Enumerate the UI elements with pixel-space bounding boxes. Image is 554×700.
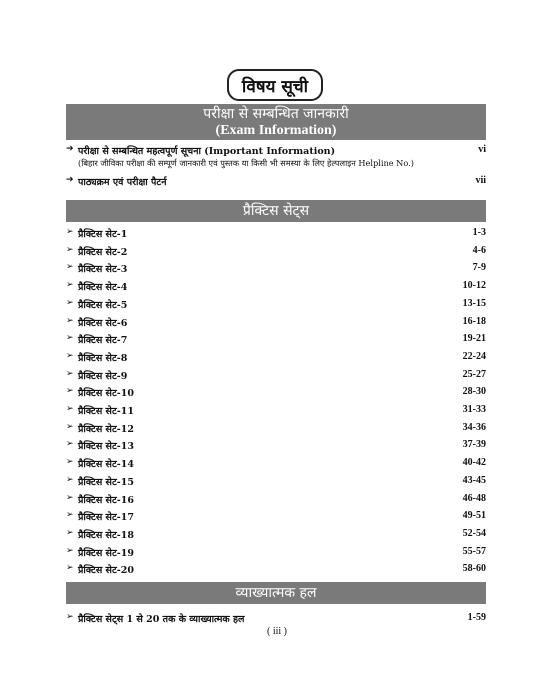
toc-label: प्रैक्टिस सेट-19: [78, 547, 134, 559]
toc-pages: vii: [475, 175, 486, 186]
toc-label: प्रैक्टिस सेट-7: [78, 335, 128, 347]
toc-row-practice-set[interactable]: [66, 545, 486, 562]
toc-row-practice-set[interactable]: [66, 527, 486, 544]
arrow-icon: ➢: [66, 315, 74, 326]
toc-pages: 10-12: [462, 280, 486, 292]
toc-label: प्रैक्टिस सेट-6: [78, 317, 128, 329]
arrow-icon: ➢: [66, 527, 74, 538]
toc-label: प्रैक्टिस सेट-1: [78, 229, 128, 240]
toc-pages: 19-21: [462, 333, 486, 345]
toc-label: प्रैक्टिस सेट-11: [78, 406, 134, 417]
toc-row-practice-set[interactable]: [66, 350, 486, 367]
arrow-icon: ➢: [66, 404, 74, 414]
section-header-practice-sets: प्रैक्टिस सेट्स: [66, 200, 486, 222]
toc-label: प्रैक्टिस सेट-16: [78, 494, 134, 506]
toc-row-syllabus[interactable]: [66, 175, 486, 191]
toc-row-practice-set[interactable]: [66, 280, 486, 296]
toc-label: प्रैक्टिस सेट-18: [78, 529, 134, 541]
toc-pages: 43-45: [462, 474, 486, 486]
toc-pages: 1-3: [472, 227, 486, 238]
toc-label: प्रैक्टिस सेट-14: [78, 459, 134, 471]
toc-row-subtitle: (बिहार जीविका परीक्षा की सम्पूर्ण जानकारी एवं पुस्तक या किसी भी समस्या के लिए हेल्पलाइन Helpline No.): [78, 158, 414, 168]
arrow-icon: ➢: [66, 474, 74, 485]
arrow-icon: ➢: [66, 545, 74, 556]
toc-label: प्रैक्टिस सेट-17: [78, 512, 134, 524]
toc-label: प्रैक्टिस सेट-2: [78, 246, 128, 258]
arrow-icon: ➢: [66, 227, 74, 237]
toc-label: प्रैक्टिस सेट्स 1 से 20 तक के व्याख्यात्मक हल: [78, 614, 245, 625]
toc-label: प्रैक्टिस सेट-3: [78, 264, 128, 276]
toc-label: प्रैक्टिस सेट-9: [78, 370, 128, 382]
toc-row-practice-set[interactable]: [66, 297, 486, 314]
toc-pages: 16-18: [462, 315, 486, 327]
toc-pages: 46-48: [462, 492, 486, 504]
toc-row-practice-set[interactable]: [66, 474, 486, 491]
toc-label: प्रैक्टिस सेट-8: [78, 352, 128, 364]
arrow-icon: ➢: [66, 297, 74, 308]
section-heading-hindi: परीक्षा से सम्बन्धित जानकारी: [203, 106, 349, 122]
arrow-icon: ➢: [66, 612, 74, 622]
arrow-icon: ➢: [66, 280, 74, 291]
toc-label: प्रैक्टिस सेट-5: [78, 299, 128, 311]
toc-row-practice-set[interactable]: [66, 439, 486, 455]
toc-row-practice-set[interactable]: [66, 492, 486, 509]
arrow-icon: ➢: [66, 262, 74, 273]
toc-pages: 7-9: [472, 262, 486, 274]
toc-pages: vi: [478, 144, 486, 155]
section-header-exam-information: [66, 104, 486, 140]
arrow-icon: ➢: [66, 439, 74, 450]
page-title: विषय सूची: [227, 69, 323, 101]
toc-pages: 37-39: [462, 439, 486, 451]
toc-row-practice-set[interactable]: [66, 457, 486, 473]
toc-row-practice-set[interactable]: [66, 563, 486, 579]
toc-label: प्रैक्टिस सेट-10: [78, 388, 134, 400]
toc-label: प्रैक्टिस सेट-20: [78, 565, 134, 577]
toc-pages: 52-54: [462, 527, 486, 539]
arrow-icon: ➢: [66, 492, 74, 503]
toc-pages: 4-6: [472, 244, 486, 256]
arrow-icon: ➢: [66, 368, 74, 379]
arrow-icon: ➢: [66, 386, 74, 397]
toc-row-practice-set[interactable]: [66, 315, 486, 332]
arrow-icon: ➢: [66, 421, 74, 432]
toc-pages: 13-15: [462, 297, 486, 309]
toc-row-practice-set[interactable]: [66, 421, 486, 438]
arrow-icon: ➢: [66, 350, 74, 361]
toc-row-practice-set[interactable]: [66, 227, 486, 243]
toc-pages: 58-60: [462, 563, 486, 575]
toc-label: पाठ्यक्रम एवं परीक्षा पैटर्न: [78, 177, 167, 188]
toc-row-practice-set[interactable]: [66, 404, 486, 420]
toc-row-practice-set[interactable]: [66, 386, 486, 402]
arrow-icon: ➢: [66, 333, 74, 344]
arrow-icon: ➔: [66, 175, 74, 185]
toc-pages: 31-33: [462, 404, 486, 415]
arrow-icon: ➢: [66, 563, 74, 574]
toc-label: प्रैक्टिस सेट-13: [78, 441, 134, 453]
arrow-icon: ➢: [66, 244, 74, 255]
toc-pages: 40-42: [462, 457, 486, 469]
toc-label: प्रैक्टिस सेट-4: [78, 282, 128, 294]
arrow-icon: ➢: [66, 510, 74, 521]
toc-label: परीक्षा से सम्बन्धित महत्वपूर्ण सूचना (Important Information): [78, 146, 336, 157]
toc-row-practice-set[interactable]: [66, 262, 486, 278]
toc-pages: 49-51: [462, 510, 486, 522]
arrow-icon: ➔: [66, 144, 74, 154]
toc-pages: 22-24: [462, 350, 486, 362]
toc-pages: 28-30: [462, 386, 486, 398]
toc-label: प्रैक्टिस सेट-15: [78, 476, 134, 488]
toc-row-practice-set[interactable]: [66, 333, 486, 349]
toc-row-practice-set[interactable]: [66, 244, 486, 261]
arrow-icon: ➢: [66, 457, 74, 468]
toc-pages: 55-57: [462, 545, 486, 557]
toc-label: प्रैक्टिस सेट-12: [78, 423, 134, 435]
page-number: ( iii ): [267, 626, 287, 637]
toc-pages: 1-59: [467, 612, 486, 623]
toc-pages: 25-27: [462, 368, 486, 380]
toc-row-practice-set[interactable]: [66, 368, 486, 385]
section-header-solutions: व्याख्यात्मक हल: [66, 582, 486, 604]
toc-pages: 34-36: [462, 421, 486, 433]
section-heading-english: (Exam Information): [215, 123, 337, 138]
toc-row-practice-set[interactable]: [66, 510, 486, 526]
